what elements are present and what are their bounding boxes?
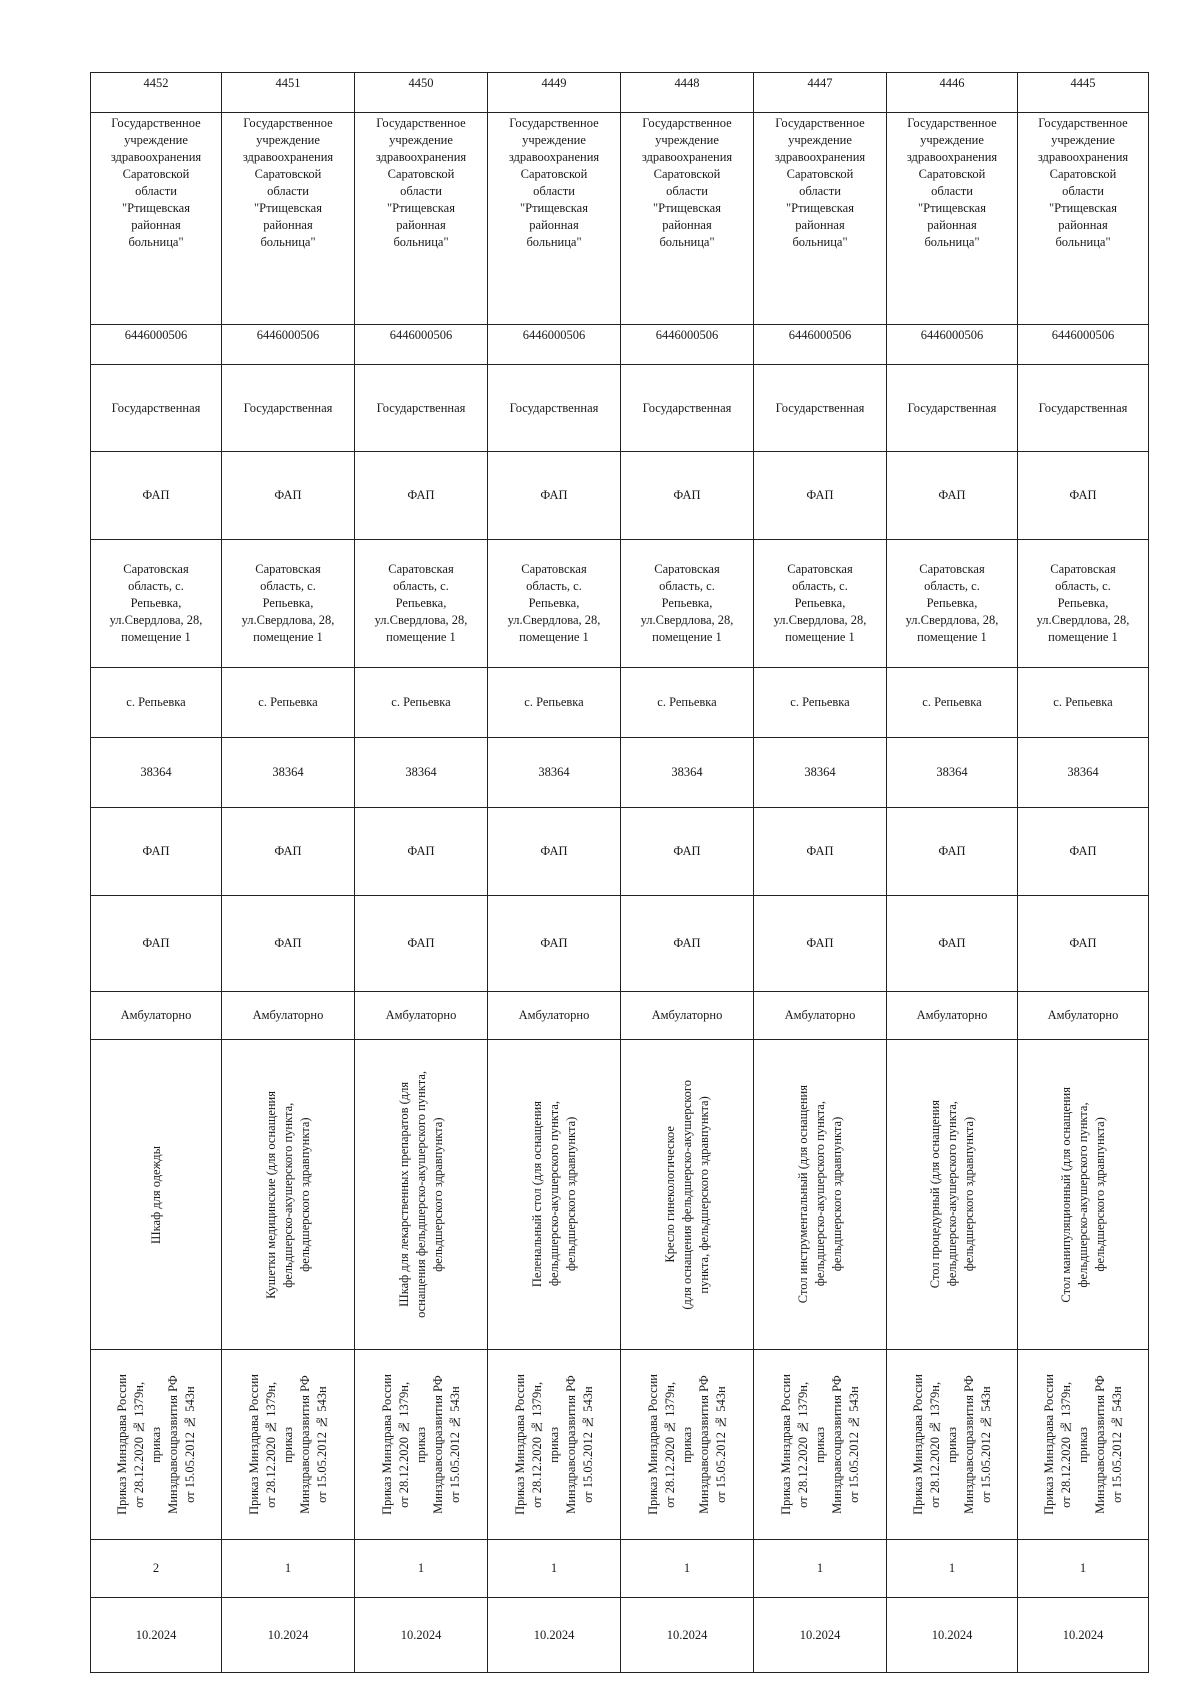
address-cell: Саратовская область, с. Репьевка, ул.Свердлова, 28, помещение 1 — [621, 540, 754, 668]
row-address — [91, 540, 1149, 668]
subunit-cell: ФАП — [754, 896, 887, 992]
legal-basis-cell — [754, 1350, 887, 1540]
legal-basis-cell-text: Приказ Минздрава России от 28.12.2020 № 1379н, приказ Минздравсоцразвития РФ от 15.05.2012 № 543н — [778, 1374, 861, 1515]
locality-code-cell: 38364 — [488, 738, 621, 808]
equipment-name-cell-text: Стол инструментальный (для оснащения фельдшерско-акушерского пункта, фельдшерского здравпункта) — [795, 1085, 844, 1304]
date-cell: 10.2024 — [222, 1598, 355, 1673]
subunit-cell: ФАП — [1018, 896, 1149, 992]
inn-cell: 6446000506 — [355, 325, 488, 365]
legal-basis-cell-text: Приказ Минздрава России от 28.12.2020 № 1379н, приказ Минздравсоцразвития РФ от 15.05.2012 № 543н — [379, 1374, 462, 1515]
unit-cell: ФАП — [1018, 808, 1149, 896]
equipment-name-cell — [1018, 1040, 1149, 1350]
row-unit — [91, 808, 1149, 896]
locality-code-cell: 38364 — [621, 738, 754, 808]
row-subunit — [91, 896, 1149, 992]
address-cell: Саратовская область, с. Репьевка, ул.Свердлова, 28, помещение 1 — [488, 540, 621, 668]
care-condition-cell: Амбулаторно — [488, 992, 621, 1040]
equipment-name-cell — [754, 1040, 887, 1350]
ownership-cell: Государственная — [222, 365, 355, 452]
inn-cell: 6446000506 — [222, 325, 355, 365]
organization-cell: Государственное учреждение здравоохранения Саратовской области "Ртищевская районная больница" — [355, 113, 488, 325]
quantity-cell: 2 — [91, 1540, 222, 1598]
row-locality — [91, 668, 1149, 738]
facility-type-cell: ФАП — [754, 452, 887, 540]
equipment-name-cell-text: Пеленальный стол (для оснащения фельдшерско-акушерского пункта, фельдшерского здравпункта) — [529, 1101, 578, 1288]
equipment-name-cell-text: Шкаф для одежды — [148, 1145, 163, 1244]
equipment-name-cell — [222, 1040, 355, 1350]
date-cell: 10.2024 — [1018, 1598, 1149, 1673]
record-id-cell: 4449 — [488, 73, 621, 113]
row-care-condition — [91, 992, 1149, 1040]
locality-cell: с. Репьевка — [222, 668, 355, 738]
legal-basis-cell — [488, 1350, 621, 1540]
care-condition-cell: Амбулаторно — [1018, 992, 1149, 1040]
date-cell: 10.2024 — [621, 1598, 754, 1673]
facility-type-cell: ФАП — [1018, 452, 1149, 540]
ownership-cell: Государственная — [91, 365, 222, 452]
inn-cell: 6446000506 — [91, 325, 222, 365]
quantity-cell: 1 — [488, 1540, 621, 1598]
equipment-name-cell — [355, 1040, 488, 1350]
care-condition-cell: Амбулаторно — [754, 992, 887, 1040]
ownership-cell: Государственная — [754, 365, 887, 452]
locality-code-cell: 38364 — [1018, 738, 1149, 808]
equipment-name-cell-text: Кушетки медицинские (для оснащения фельдшерско-акушерского пункта, фельдшерского здравпункта) — [263, 1090, 312, 1299]
equipment-name-cell — [91, 1040, 222, 1350]
facility-type-cell: ФАП — [355, 452, 488, 540]
equipment-name-cell — [621, 1040, 754, 1350]
legal-basis-cell — [621, 1350, 754, 1540]
row-quantity — [91, 1540, 1149, 1598]
care-condition-cell: Амбулаторно — [887, 992, 1018, 1040]
organization-cell: Государственное учреждение здравоохранения Саратовской области "Ртищевская районная больница" — [887, 113, 1018, 325]
row-organization — [91, 113, 1149, 325]
row-date — [91, 1598, 1149, 1673]
equipment-name-cell-text: Кресло гинекологическое (для оснащения фельдшерско-акушерского пункта, фельдшерского здравпункта) — [662, 1079, 711, 1310]
date-cell: 10.2024 — [355, 1598, 488, 1673]
equipment-name-cell-text: Стол процедурный (для оснащения фельдшерско-акушерского пункта, фельдшерского здравпункта) — [927, 1100, 976, 1289]
unit-cell: ФАП — [355, 808, 488, 896]
care-condition-cell: Амбулаторно — [621, 992, 754, 1040]
row-inn — [91, 325, 1149, 365]
inn-cell: 6446000506 — [754, 325, 887, 365]
ownership-cell: Государственная — [488, 365, 621, 452]
row-equipment-name — [91, 1040, 1149, 1350]
legal-basis-cell — [1018, 1350, 1149, 1540]
address-cell: Саратовская область, с. Репьевка, ул.Свердлова, 28, помещение 1 — [91, 540, 222, 668]
inn-cell: 6446000506 — [1018, 325, 1149, 365]
quantity-cell: 1 — [887, 1540, 1018, 1598]
record-id-cell: 4450 — [355, 73, 488, 113]
locality-cell: с. Репьевка — [91, 668, 222, 738]
equipment-name-cell — [887, 1040, 1018, 1350]
ownership-cell: Государственная — [887, 365, 1018, 452]
unit-cell: ФАП — [754, 808, 887, 896]
locality-code-cell: 38364 — [91, 738, 222, 808]
address-cell: Саратовская область, с. Репьевка, ул.Свердлова, 28, помещение 1 — [1018, 540, 1149, 668]
legal-basis-cell — [355, 1350, 488, 1540]
unit-cell: ФАП — [91, 808, 222, 896]
locality-code-cell: 38364 — [887, 738, 1018, 808]
inn-cell: 6446000506 — [488, 325, 621, 365]
organization-cell: Государственное учреждение здравоохранения Саратовской области "Ртищевская районная больница" — [91, 113, 222, 325]
locality-code-cell: 38364 — [222, 738, 355, 808]
row-locality-code — [91, 738, 1149, 808]
organization-cell: Государственное учреждение здравоохранения Саратовской области "Ртищевская районная больница" — [621, 113, 754, 325]
unit-cell: ФАП — [887, 808, 1018, 896]
equipment-table — [90, 72, 1149, 1673]
legal-basis-cell-text: Приказ Минздрава России от 28.12.2020 № 1379н, приказ Минздравсоцразвития РФ от 15.05.2012 № 543н — [246, 1374, 329, 1515]
locality-cell: с. Репьевка — [621, 668, 754, 738]
date-cell: 10.2024 — [887, 1598, 1018, 1673]
legal-basis-cell-text: Приказ Минздрава России от 28.12.2020 № 1379н, приказ Минздравсоцразвития РФ от 15.05.2012 № 543н — [512, 1374, 595, 1515]
locality-cell: с. Репьевка — [754, 668, 887, 738]
facility-type-cell: ФАП — [621, 452, 754, 540]
address-cell: Саратовская область, с. Репьевка, ул.Свердлова, 28, помещение 1 — [222, 540, 355, 668]
row-facility-type — [91, 452, 1149, 540]
locality-cell: с. Репьевка — [488, 668, 621, 738]
ownership-cell: Государственная — [355, 365, 488, 452]
record-id-cell: 4452 — [91, 73, 222, 113]
locality-cell: с. Репьевка — [887, 668, 1018, 738]
date-cell: 10.2024 — [754, 1598, 887, 1673]
ownership-cell: Государственная — [621, 365, 754, 452]
record-id-cell: 4445 — [1018, 73, 1149, 113]
quantity-cell: 1 — [754, 1540, 887, 1598]
locality-cell: с. Репьевка — [355, 668, 488, 738]
quantity-cell: 1 — [222, 1540, 355, 1598]
locality-code-cell: 38364 — [355, 738, 488, 808]
ownership-cell: Государственная — [1018, 365, 1149, 452]
legal-basis-cell — [887, 1350, 1018, 1540]
facility-type-cell: ФАП — [488, 452, 621, 540]
legal-basis-cell-text: Приказ Минздрава России от 28.12.2020 № 1379н, приказ Минздравсоцразвития РФ от 15.05.2012 № 543н — [645, 1374, 728, 1515]
legal-basis-cell-text: Приказ Минздрава России от 28.12.2020 № 1379н, приказ Минздравсоцразвития РФ от 15.05.2012 № 543н — [910, 1374, 993, 1515]
legal-basis-cell — [91, 1350, 222, 1540]
unit-cell: ФАП — [222, 808, 355, 896]
locality-cell: с. Репьевка — [1018, 668, 1149, 738]
equipment-name-cell-text: Шкаф для лекарственных препаратов (для оснащения фельдшерско-акушерского пункта, фельдшерского здравпункта) — [396, 1071, 445, 1318]
record-id-cell: 4448 — [621, 73, 754, 113]
quantity-cell: 1 — [621, 1540, 754, 1598]
legal-basis-cell-text: Приказ Минздрава России от 28.12.2020 № 1379н, приказ Минздравсоцразвития РФ от 15.05.2012 № 543н — [114, 1374, 197, 1515]
subunit-cell: ФАП — [887, 896, 1018, 992]
record-id-cell: 4446 — [887, 73, 1018, 113]
legal-basis-cell — [222, 1350, 355, 1540]
inn-cell: 6446000506 — [887, 325, 1018, 365]
unit-cell: ФАП — [488, 808, 621, 896]
subunit-cell: ФАП — [91, 896, 222, 992]
record-id-cell: 4447 — [754, 73, 887, 113]
subunit-cell: ФАП — [222, 896, 355, 992]
subunit-cell: ФАП — [488, 896, 621, 992]
organization-cell: Государственное учреждение здравоохранения Саратовской области "Ртищевская районная больница" — [488, 113, 621, 325]
date-cell: 10.2024 — [91, 1598, 222, 1673]
row-record-id — [91, 73, 1149, 113]
organization-cell: Государственное учреждение здравоохранения Саратовской области "Ртищевская районная больница" — [1018, 113, 1149, 325]
organization-cell: Государственное учреждение здравоохранения Саратовской области "Ртищевская районная больница" — [222, 113, 355, 325]
unit-cell: ФАП — [621, 808, 754, 896]
address-cell: Саратовская область, с. Репьевка, ул.Свердлова, 28, помещение 1 — [887, 540, 1018, 668]
facility-type-cell: ФАП — [222, 452, 355, 540]
equipment-name-cell-text: Стол манипуляционный (для оснащения фельдшерско-акушерского пункта, фельдшерского здравпункта) — [1058, 1086, 1107, 1303]
address-cell: Саратовская область, с. Репьевка, ул.Свердлова, 28, помещение 1 — [355, 540, 488, 668]
record-id-cell: 4451 — [222, 73, 355, 113]
subunit-cell: ФАП — [621, 896, 754, 992]
care-condition-cell: Амбулаторно — [91, 992, 222, 1040]
facility-type-cell: ФАП — [91, 452, 222, 540]
row-ownership — [91, 365, 1149, 452]
address-cell: Саратовская область, с. Репьевка, ул.Свердлова, 28, помещение 1 — [754, 540, 887, 668]
inn-cell: 6446000506 — [621, 325, 754, 365]
legal-basis-cell-text: Приказ Минздрава России от 28.12.2020 № 1379н, приказ Минздравсоцразвития РФ от 15.05.2012 № 543н — [1041, 1374, 1124, 1515]
locality-code-cell: 38364 — [754, 738, 887, 808]
organization-cell: Государственное учреждение здравоохранения Саратовской области "Ртищевская районная больница" — [754, 113, 887, 325]
quantity-cell: 1 — [1018, 1540, 1149, 1598]
date-cell: 10.2024 — [488, 1598, 621, 1673]
row-legal-basis — [91, 1350, 1149, 1540]
equipment-name-cell — [488, 1040, 621, 1350]
care-condition-cell: Амбулаторно — [222, 992, 355, 1040]
facility-type-cell: ФАП — [887, 452, 1018, 540]
quantity-cell: 1 — [355, 1540, 488, 1598]
care-condition-cell: Амбулаторно — [355, 992, 488, 1040]
subunit-cell: ФАП — [355, 896, 488, 992]
